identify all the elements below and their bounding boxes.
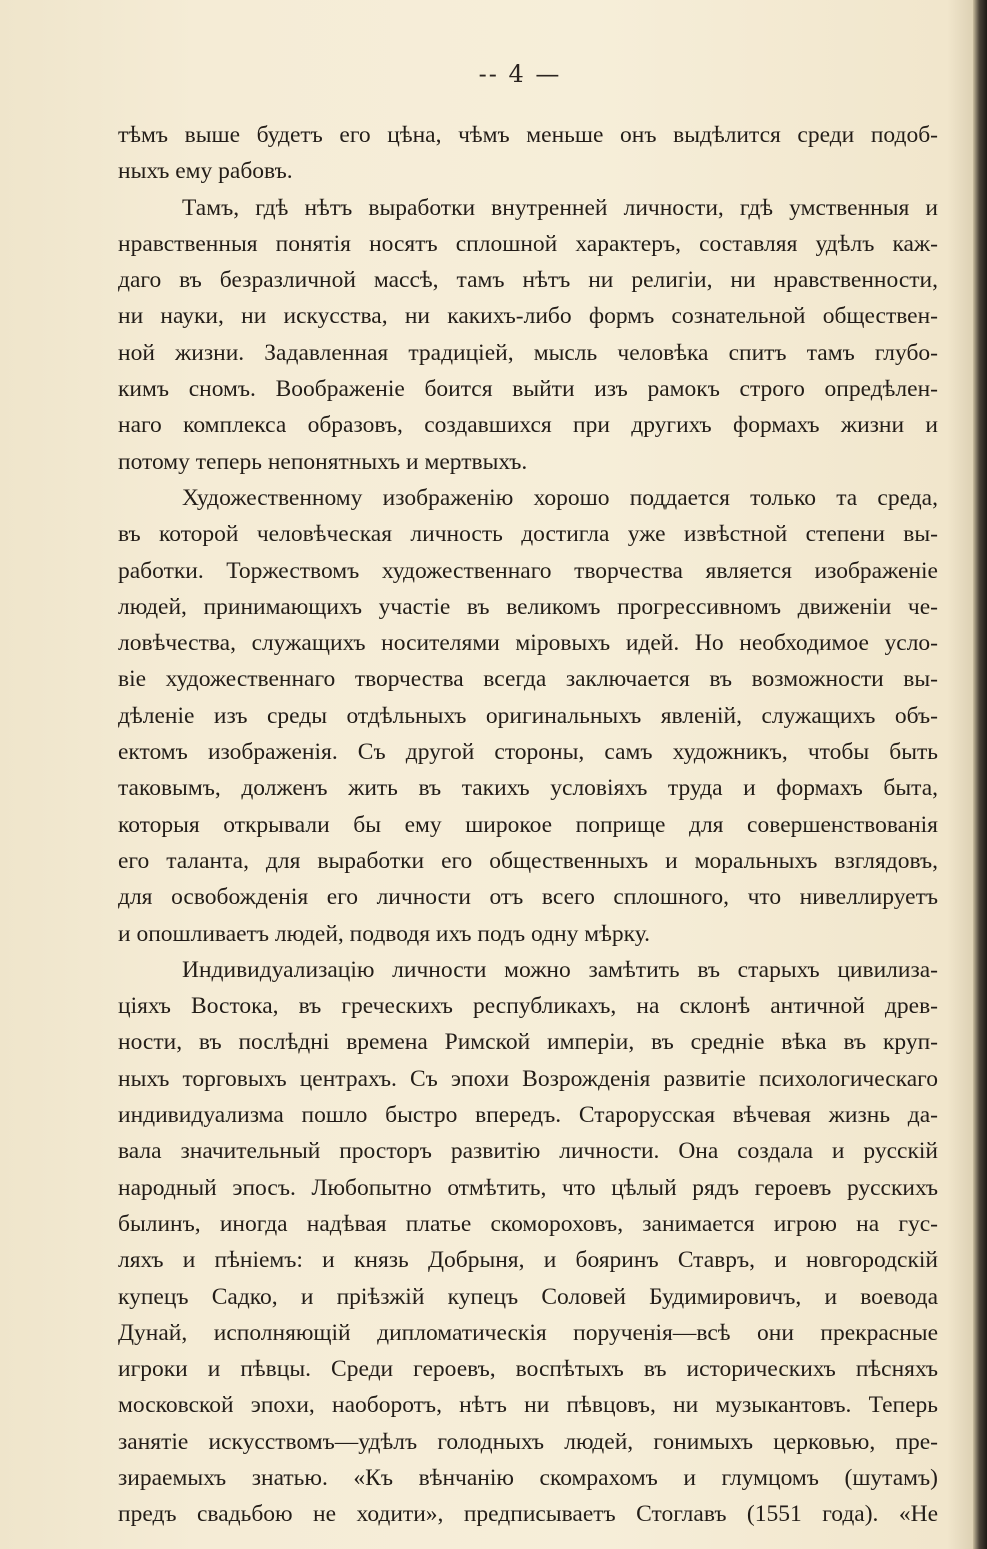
- text-line: предъ свадьбою не ходити», предписываетъ Стоглавъ (1551 года). «Не: [118, 1501, 938, 1528]
- text-line: народный эпосъ. Любопытно отмѣтить, что цѣлый рядъ героевъ русскихъ: [118, 1174, 938, 1201]
- text-line: віе художественнаго творчества всегда заключается въ возможности вы-: [118, 666, 938, 693]
- page-binding-edge: [973, 0, 987, 1549]
- text-line: кимъ сномъ. Воображеніе боится выйти изъ рамокъ строго опредѣлен-: [118, 376, 938, 403]
- text-line: занятіе искусствомъ—удѣлъ голодныхъ людей, гонимыхъ церковью, пре-: [118, 1428, 938, 1455]
- text-line: Дунай, исполняющій дипломатическія порученія—всѣ они прекрасные: [118, 1319, 938, 1346]
- text-line: ловѣчества, служащихъ носителями міровыхъ идей. Но необходимое усло-: [118, 630, 938, 657]
- text-line: таковымъ, долженъ жить въ такихъ условіяхъ труда и формахъ быта,: [118, 775, 938, 802]
- page-number: -- 4 —: [478, 60, 562, 88]
- text-line: его таланта, для выработки его общественныхъ и моральныхъ взглядовъ,: [118, 847, 938, 874]
- text-line: ной жизни. Задавленная традиціей, мысль человѣка спитъ тамъ глубо-: [118, 339, 938, 366]
- text-line: въ которой человѣческая личность достигла уже извѣстной степени вы-: [118, 521, 938, 548]
- text-line: которыя открывали бы ему широкое поприще для совершенствованія: [118, 811, 938, 838]
- text-line: и опошливаетъ людей, подводя ихъ подъ одну мѣрку.: [118, 920, 650, 947]
- text-line: ни науки, ни искусства, ни какихъ-либо формъ сознательной обществен-: [118, 303, 938, 330]
- text-line: тѣмъ выше будетъ его цѣна, чѣмъ меньше онъ выдѣлится среди подоб-: [118, 122, 938, 148]
- text-line: людей, принимающихъ участіе въ великомъ прогрессивномъ движеніи че-: [118, 593, 938, 620]
- text-line: наго комплекса образовъ, создавшихся при другихъ формахъ жизни и: [118, 412, 938, 439]
- text-line: нравственныя понятія носятъ сплошной характеръ, составляя удѣлъ каж-: [118, 230, 938, 257]
- text-line: ныхъ ему рабовъ.: [118, 158, 293, 185]
- text-line: ности, въ послѣдні времена Римской имперіи, въ средніе вѣка въ круп-: [118, 1029, 938, 1056]
- text-line: дѣленіе изъ среды отдѣльныхъ оригинальныхъ явленій, служащихъ объ-: [118, 702, 938, 729]
- text-line: московской эпохи, наоборотъ, нѣтъ ни пѣвцовъ, ни музыкантовъ. Теперь: [118, 1392, 938, 1419]
- text-line: купецъ Садко, и пріѣзжій купецъ Соловей Будимировичъ, и воевода: [118, 1283, 938, 1310]
- text-line: Индивидуализацію личности можно замѣтить въ старыхъ цивилиза-: [182, 956, 938, 983]
- text-line: ектомъ изображенія. Съ другой стороны, самъ художникъ, чтобы быть: [118, 739, 938, 766]
- text-line: работки. Торжествомъ художественнаго творчества является изображеніе: [118, 557, 938, 584]
- text-line: Художественному изображенію хорошо поддается только та среда,: [182, 484, 938, 511]
- text-line: ціяхъ Востока, въ греческихъ республикахъ, на склонѣ античной древ-: [118, 993, 938, 1020]
- text-line: даго въ безразличной массѣ, тамъ нѣтъ ни религіи, ни нравственности,: [118, 267, 938, 294]
- text-line: индивидуализма пошло быстро впередъ. Старорусская вѣчевая жизнь да-: [118, 1102, 938, 1129]
- text-line: былинъ, иногда надѣвая платье скомороховъ, занимается игрою на гус-: [118, 1210, 938, 1237]
- text-line: потому теперь непонятныхъ и мертвыхъ.: [118, 448, 528, 475]
- text-line: зираемыхъ знатью. «Къ вѣнчанію скомрахомъ и глумцомъ (шутамъ): [118, 1464, 938, 1491]
- text-line: вала значительный просторъ развитію личности. Она создала и русскій: [118, 1138, 938, 1165]
- text-line: ныхъ торговыхъ центрахъ. Съ эпохи Возрожденія развитіе психологическаго: [118, 1065, 938, 1092]
- text-line: ляхъ и пѣніемъ: и князь Добрыня, и бояринъ Ставръ, и новгородскій: [118, 1247, 938, 1274]
- text-line: Тамъ, гдѣ нѣтъ выработки внутренней личности, гдѣ умственныя и: [182, 194, 938, 221]
- text-line: игроки и пѣвцы. Среди героевъ, воспѣтыхъ въ историческихъ пѣсняхъ: [118, 1356, 938, 1383]
- body-text: [118, 117, 938, 1533]
- text-line: для освобожденія его личности отъ всего сплошного, что нивеллируетъ: [118, 884, 938, 911]
